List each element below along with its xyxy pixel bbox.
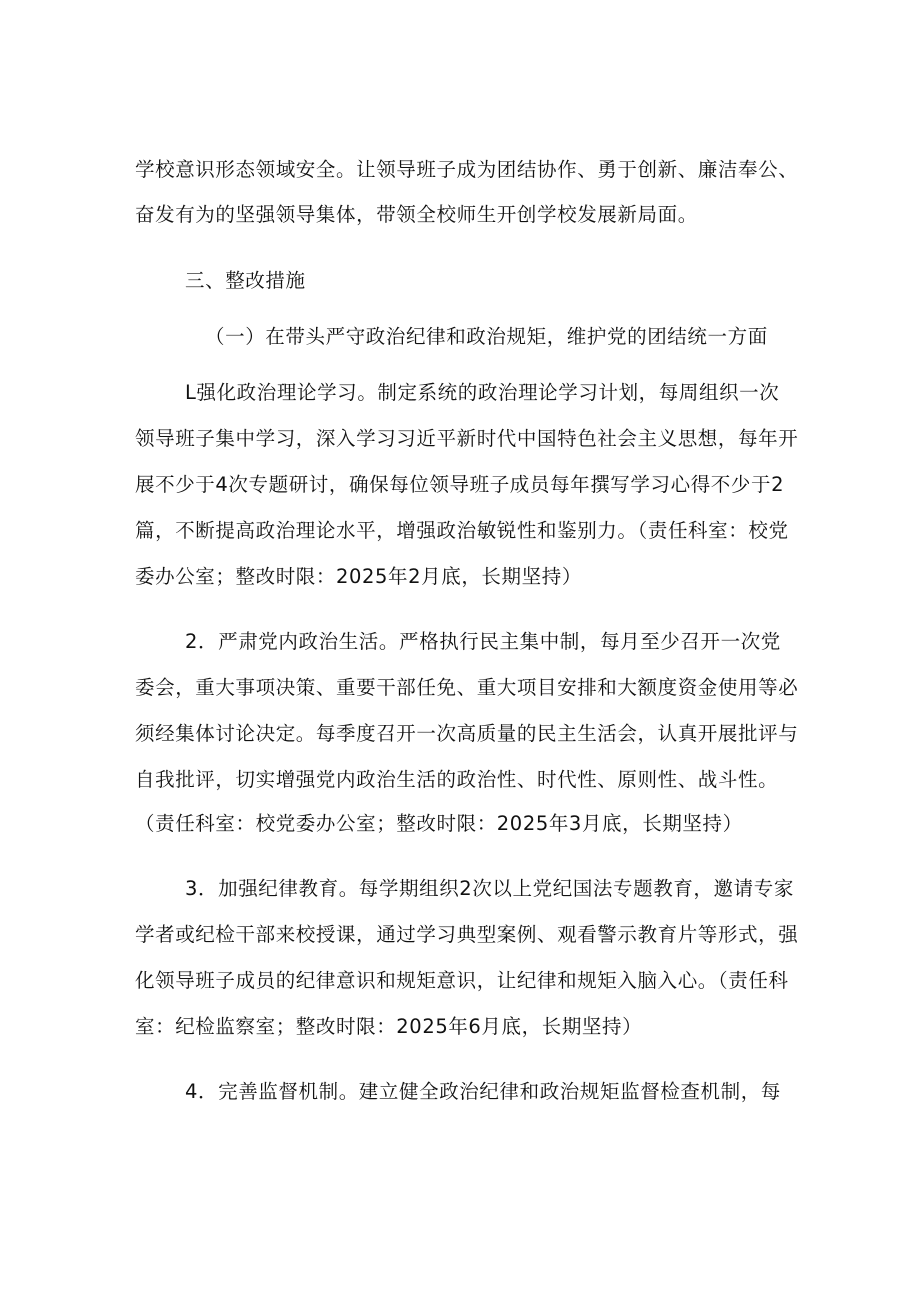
paragraph-line: 学校意识形态领域安全。让领导班子成为团结协作、勇于创新、廉洁奉公、: [135, 158, 799, 181]
paragraph-line: 3．加强纪律教育。每学期组织2次以上党纪国法专题教育，邀请专家: [185, 877, 794, 900]
paragraph-line: 自我批评，切实增强党内政治生活的政治性、时代性、原则性、战斗性。: [135, 768, 779, 791]
section-heading: 三、整改措施: [185, 269, 306, 292]
paragraph-line: 奋发有为的坚强领导集体，带领全校师生开创学校发展新局面。: [135, 203, 698, 226]
paragraph-line: L强化政治理论学习。制定系统的政治理论学习计划，每周组织一次: [185, 381, 780, 404]
paragraph-line: 委办公室；整改时限：2025年2月底，长期坚持）: [135, 565, 582, 588]
paragraph-line: 须经集体讨论决定。每季度召开一次高质量的民主生活会，认真开展批评与: [135, 722, 799, 745]
paragraph-line: 室：纪检监察室；整改时限：2025年6月底，长期坚持）: [135, 1015, 643, 1038]
paragraph-line: 4．完善监督机制。建立健全政治纪律和政治规矩监督检查机制，每: [185, 1080, 781, 1103]
paragraph-line: 学者或纪检干部来校授课，通过学习典型案例、观看警示教育片等形式，强: [135, 923, 799, 946]
paragraph-line: 领导班子集中学习，深入学习习近平新时代中国特色社会主义思想，每年开: [135, 427, 799, 450]
paragraph-line: 委会，重大事项决策、重要干部任免、重大项目安排和大额度资金使用等必: [135, 676, 799, 699]
paragraph-line: 化领导班子成员的纪律意识和规矩意识，让纪律和规矩入脑入心。（责任科: [135, 969, 789, 992]
paragraph-line: （责任科室：校党委办公室；整改时限：2025年3月底，长期坚持）: [135, 812, 743, 835]
paragraph-line: 篇，不断提高政治理论水平，增强政治敏锐性和鉴别力。（责任科室：校党: [135, 519, 789, 542]
paragraph-line: 展不少于4次专题研讨，确保每位领导班子成员每年撰写学习心得不少于2: [135, 473, 785, 496]
subsection-heading: （一）在带头严守政治纪律和政治规矩，维护党的团结统一方面: [205, 325, 768, 348]
paragraph-line: 2．严肃党内政治生活。严格执行民主集中制，每月至少召开一次党: [185, 630, 781, 653]
